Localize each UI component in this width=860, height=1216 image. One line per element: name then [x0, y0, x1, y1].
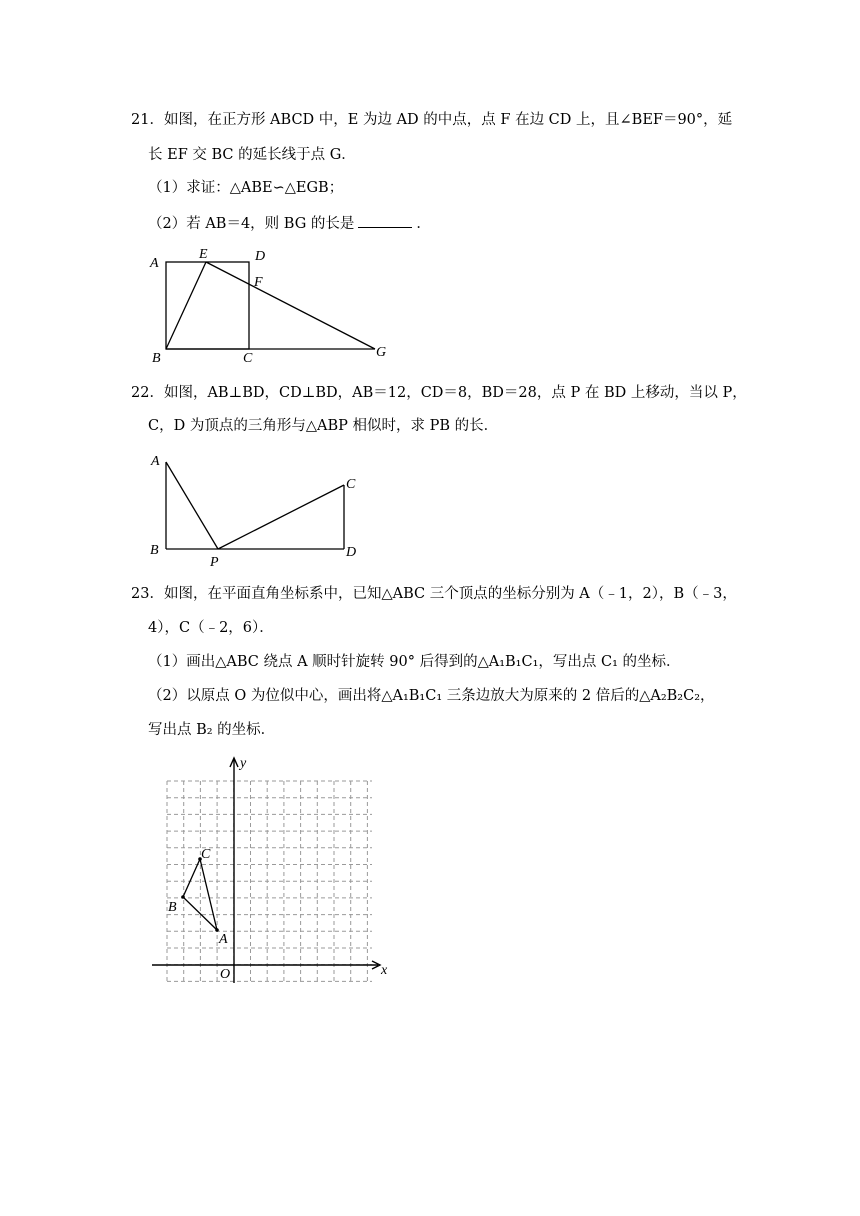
- segment-eg: [206, 262, 375, 349]
- label-d: D: [255, 249, 266, 264]
- q21-part2: [148, 213, 431, 234]
- answer-blank[interactable]: [358, 213, 412, 228]
- label-y: y: [240, 756, 247, 771]
- label-g: G: [376, 345, 387, 360]
- dashed-grid: [167, 781, 372, 981]
- label-d: D: [346, 545, 357, 560]
- point-b: [181, 895, 185, 899]
- q22-stem-line1: 22．如图，AB⊥BD，CD⊥BD，AB＝12，CD＝8，BD＝28，点 P 在 BD 上移动，当以 P，: [131, 385, 747, 401]
- label-c: C: [243, 351, 253, 366]
- q21-stem-line2: 长 EF 交 BC 的延长线于点 G．: [148, 147, 356, 163]
- label-o: O: [220, 967, 231, 982]
- label-p: P: [210, 555, 219, 570]
- q21-part1: （1）求证：△ABE∽△EGB；: [148, 180, 344, 196]
- segment-be: [166, 262, 206, 349]
- label-b: B: [168, 900, 177, 915]
- label-a: A: [151, 454, 160, 469]
- q21-stem-line1: 21．如图，在正方形 ABCD 中，E 为边 AD 的中点，点 F 在边 CD 上，且∠BEF＝90°，延: [131, 112, 733, 128]
- q22-figure: [148, 450, 368, 570]
- segment-pc: [218, 485, 344, 549]
- q23-part3: 写出点 B₂ 的坐标．: [148, 722, 276, 738]
- q22-stem-line2: C，D 为顶点的三角形与△ABP 相似时，求 PB 的长．: [148, 418, 499, 434]
- label-b: B: [150, 543, 159, 558]
- square-abcd: [166, 262, 249, 349]
- segment-ap: [166, 462, 218, 549]
- label-x: x: [381, 963, 388, 978]
- q21-part2-end: ．: [416, 216, 431, 232]
- q21-figure: [140, 240, 400, 370]
- label-f: F: [254, 275, 263, 290]
- label-e: E: [199, 247, 208, 262]
- q23-stem-line1: 23．如图，在平面直角坐标系中，已知△ABC 三个顶点的坐标分别为 A（﹣1，2），B（﹣3，: [131, 586, 737, 602]
- q21-part2-text: （2）若 AB＝4，则 BG 的长是: [148, 216, 355, 232]
- label-c: C: [346, 477, 356, 492]
- label-a: A: [150, 256, 159, 271]
- q23-part1: （1）画出△ABC 绕点 A 顺时针旋转 90° 后得到的△A₁B₁C₁，写出点 C₁ 的坐标．: [148, 654, 681, 670]
- label-a: A: [219, 932, 228, 947]
- label-b: B: [152, 351, 161, 366]
- label-c: C: [201, 847, 211, 862]
- q23-stem-line2: 4），C（﹣2，6）．: [148, 620, 274, 636]
- q23-part2: （2）以原点 O 为位似中心，画出将△A₁B₁C₁ 三条边放大为原来的 2 倍后的△A₂B₂C₂，: [148, 688, 715, 704]
- q23-coordinate-grid: [150, 755, 395, 987]
